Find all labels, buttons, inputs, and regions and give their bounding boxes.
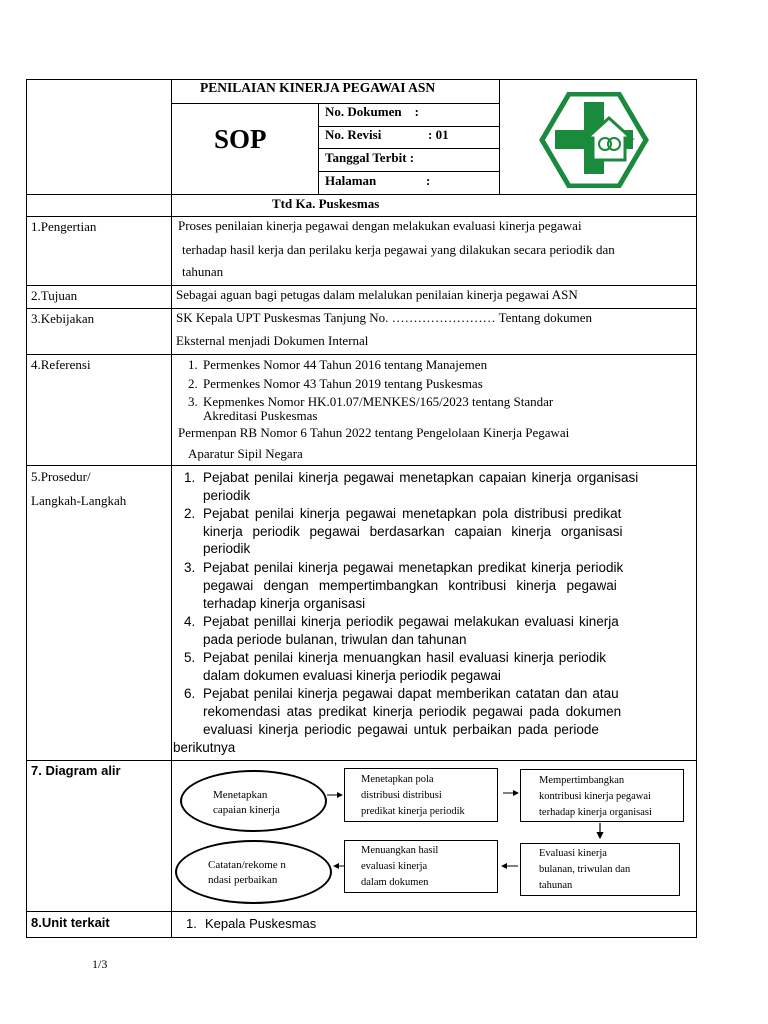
flow-box-text: Mempertimbangkan bbox=[539, 775, 625, 786]
prosedur-line: Pejabat penilai kinerja pegawai menetapkan capaian kinerja organisasi bbox=[203, 470, 639, 485]
flow-box-text: Evaluasi kinerja bbox=[539, 848, 607, 859]
flow-box-text: bulanan, triwulan dan bbox=[539, 864, 631, 875]
prosedur-label: Langkah-Langkah bbox=[31, 493, 127, 508]
referensi-item: Kepmenkes Nomor HK.01.07/MENKES/165/2023 tentang Standar bbox=[203, 394, 554, 409]
tujuan-label: 2.Tujuan bbox=[31, 288, 78, 303]
prosedur-line: Pejabat penilai kinerja pegawai menetapkan pola distribusi predikat bbox=[203, 506, 622, 521]
tujuan-text: Sebagai aguan bagi petugas dalam melalukan penilaian kinerja pegawai ASN bbox=[176, 287, 578, 302]
prosedur-line: Pejabat penillai kinerja periodik pegawai melakukan evaluasi kinerja bbox=[203, 614, 619, 629]
list-number: 2. bbox=[184, 506, 196, 521]
list-number: 3. bbox=[184, 560, 196, 575]
halaman-value: : bbox=[426, 173, 431, 188]
prosedur-line: pada periode bulanan, triwulan dan tahunan bbox=[203, 632, 467, 647]
sop-label: SOP bbox=[214, 124, 267, 154]
doc-title: PENILAIAN KINERJA PEGAWAI ASN bbox=[200, 80, 436, 95]
unit-item: Kepala Puskesmas bbox=[205, 916, 317, 931]
kebijakan-line: SK Kepala UPT Puskesmas Tanjung No. …………………… Tentang dokumen bbox=[176, 310, 592, 325]
prosedur-line: kinerja periodik pegawai berdasarkan capaian kinerja organisasi bbox=[203, 524, 623, 539]
prosedur-line: periodik bbox=[203, 541, 251, 556]
prosedur-line: Pejabat penilai kinerja pegawai menetapkan predikat kinerja periodik bbox=[203, 560, 624, 575]
pengertian-line: terhadap hasil kerja dan perilaku kerja pegawai yang dilakukan secara periodik dan bbox=[182, 242, 615, 257]
pengertian-line: tahunan bbox=[182, 264, 224, 279]
flow-box-text: Menetapkan pola bbox=[361, 774, 434, 785]
prosedur-line: rekomendasi atas predikat kinerja periodik pegawai pada dokumen bbox=[203, 704, 622, 719]
diagram-label: 7. Diagram alir bbox=[31, 763, 121, 778]
no-revisi-value: : 01 bbox=[428, 127, 449, 142]
pengertian-label: 1.Pengertian bbox=[31, 219, 97, 234]
referensi-extra: Aparatur Sipil Negara bbox=[188, 446, 303, 461]
flow-start-text: capaian kinerja bbox=[213, 804, 280, 816]
flow-box-text: dalam dokumen bbox=[361, 877, 429, 888]
referensi-label: 4.Referensi bbox=[31, 357, 91, 372]
list-number: 3. bbox=[188, 394, 198, 409]
unit-label: 8.Unit terkait bbox=[31, 915, 110, 930]
prosedur-line: periodik bbox=[203, 488, 251, 503]
kebijakan-line: Eksternal menjadi Dokumen Internal bbox=[176, 333, 369, 348]
list-number: 1. bbox=[186, 916, 197, 931]
prosedur-line: dalam dokumen evaluasi kinerja periodik pegawai bbox=[203, 668, 501, 683]
referensi-extra: Permenpan RB Nomor 6 Tahun 2022 tentang Pengelolaan Kinerja Pegawai bbox=[178, 425, 570, 440]
flow-box-text: tahunan bbox=[539, 880, 573, 891]
ttd-label: Ttd Ka. Puskesmas bbox=[272, 196, 380, 211]
prosedur-line: terhadap kinerja organisasi bbox=[203, 596, 366, 611]
flow-end-text: ndasi perbaikan bbox=[208, 874, 278, 886]
list-number: 1. bbox=[184, 470, 196, 485]
no-dokumen: No. Dokumen : bbox=[325, 104, 419, 119]
flow-box-text: Menuangkan hasil bbox=[361, 845, 439, 856]
prosedur-label: 5.Prosedur/ bbox=[31, 469, 91, 484]
list-number: 6. bbox=[184, 686, 196, 701]
flow-box-text: terhadap kinerja organisasi bbox=[539, 807, 652, 818]
halaman-label: Halaman bbox=[325, 173, 377, 188]
referensi-item: Akreditasi Puskesmas bbox=[203, 408, 318, 423]
list-number: 5. bbox=[184, 650, 196, 665]
no-revisi-label: No. Revisi bbox=[325, 127, 382, 142]
list-number: 2. bbox=[188, 376, 198, 391]
pengertian-line: Proses penilaian kinerja pegawai dengan melakukan evaluasi kinerja pegawai bbox=[178, 218, 582, 233]
flow-start-text: Menetapkan bbox=[213, 789, 268, 801]
referensi-item: Permenkes Nomor 43 Tahun 2019 tentang Puskesmas bbox=[203, 376, 483, 391]
prosedur-line: berikutnya bbox=[173, 740, 236, 755]
flow-end-text: Catatan/rekome n bbox=[208, 859, 286, 871]
tanggal-terbit: Tanggal Terbit : bbox=[325, 150, 415, 165]
flow-box-text: distribusi distribusi bbox=[361, 790, 442, 801]
kebijakan-label: 3.Kebijakan bbox=[31, 311, 95, 326]
flow-box-text: kontribusi kinerja pegawai bbox=[539, 791, 651, 802]
flow-box-text: evaluasi kinerja bbox=[361, 861, 428, 872]
prosedur-line: Pejabat penilai kinerja pegawai dapat memberikan catatan dan atau bbox=[203, 686, 619, 701]
list-number: 4. bbox=[184, 614, 196, 629]
referensi-item: Permenkes Nomor 44 Tahun 2016 tentang Manajemen bbox=[203, 357, 488, 372]
list-number: 1. bbox=[188, 357, 198, 372]
prosedur-line: pegawai dengan mempertimbangkan kontribusi kinerja pegawai bbox=[203, 578, 617, 593]
prosedur-line: Pejabat penilai kinerja menuangkan hasil evaluasi kinerja periodik bbox=[203, 650, 607, 665]
prosedur-line: evaluasi kinerja periodic pegawai untuk perbaikan pada periode bbox=[203, 722, 599, 737]
flow-box-text: predikat kinerja periodik bbox=[361, 806, 465, 817]
page-number: 1/3 bbox=[92, 957, 108, 971]
